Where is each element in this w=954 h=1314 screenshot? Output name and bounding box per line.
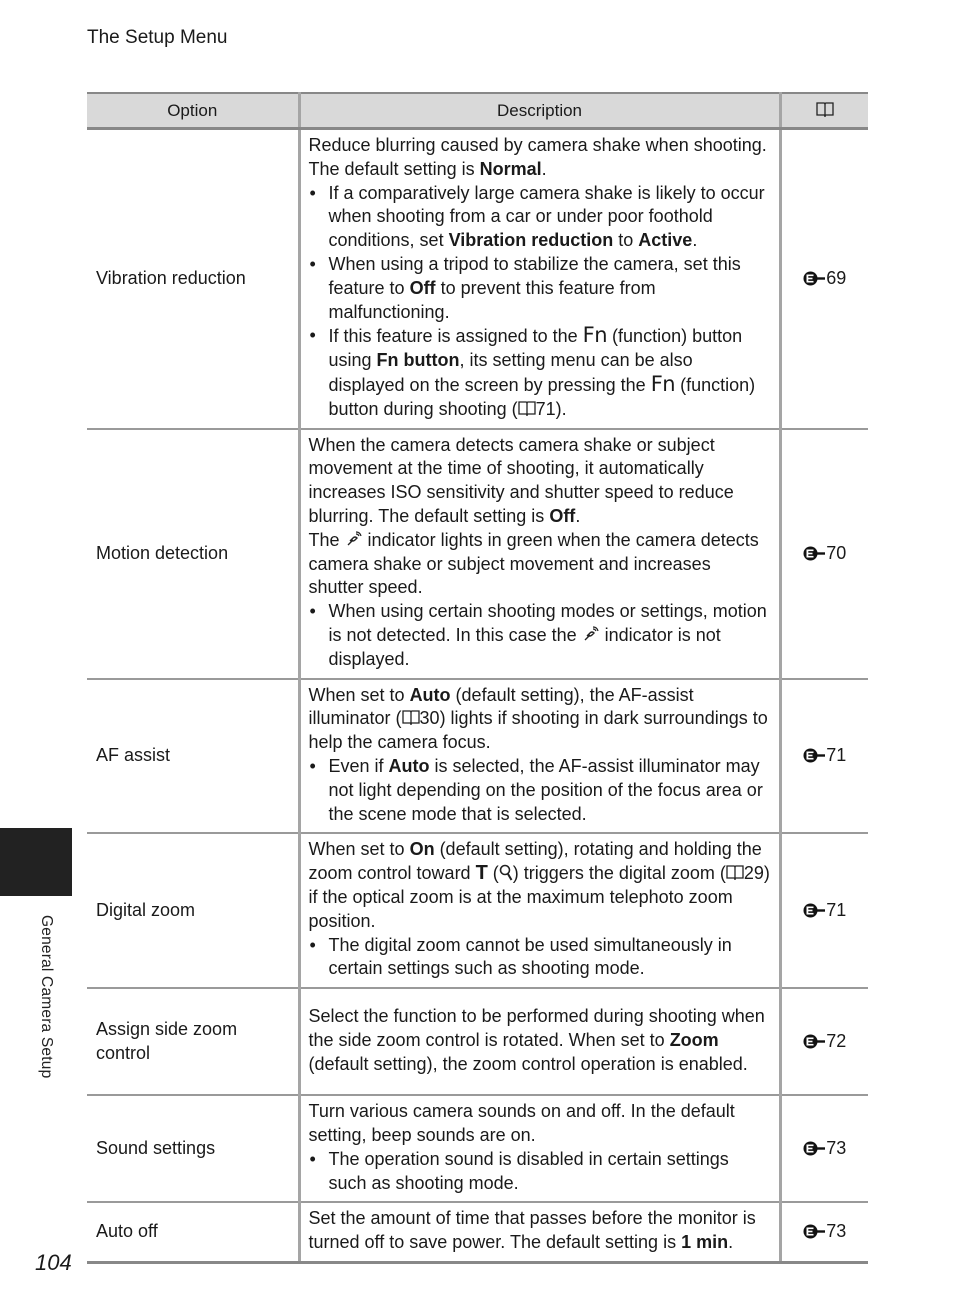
e-reference-icon: [803, 748, 825, 763]
book-reference-icon: [726, 864, 744, 881]
e-reference-icon: [803, 546, 825, 561]
e-reference-icon: [803, 903, 825, 918]
fn-button-symbol: Fn: [582, 323, 608, 348]
column-header-option: Option: [87, 93, 299, 129]
book-reference-icon: [518, 400, 536, 417]
page-header-title: The Setup Menu: [87, 27, 228, 48]
option-name: Vibration reduction: [87, 129, 299, 429]
option-description: Select the function to be performed during shooting when the side zoom control is rotated. When set to Zoom (default setting), the zoom control operation is enabled.: [299, 988, 780, 1095]
zoom-magnifier-icon: [499, 864, 513, 882]
page-reference: 71: [780, 833, 868, 988]
option-name: Assign side zoom control: [87, 988, 299, 1095]
fn-button-symbol: Fn: [650, 371, 676, 396]
section-tab-label: General Camera Setup: [38, 915, 55, 1079]
page-number: 104: [35, 1250, 72, 1275]
table-row: [87, 1095, 868, 1202]
page-reference: 69: [780, 129, 868, 429]
telephoto-t-symbol: T: [475, 862, 488, 885]
section-tab-marker: [0, 828, 72, 896]
option-name: Sound settings: [87, 1095, 299, 1202]
option-description: When set to On (default setting), rotating and holding the zoom control toward T ( ) triggers the digital zoom ( 29) if the optical zoom is at the maximum telephoto zoom position. • The digital zoom cannot be used simultaneously in certain settings such as shooting mode.: [299, 833, 780, 988]
e-reference-icon: [803, 1034, 825, 1049]
e-reference-icon: [803, 1141, 825, 1156]
option-description: Turn various camera sounds on and off. In the default setting, beep sounds are on. • The operation sound is disabled in certain settings such as shooting mode.: [299, 1095, 780, 1202]
option-description: When set to Auto (default setting), the AF-assist illuminator ( 30) lights if shooting in dark surroundings to help the camera focus. • Even if Auto is selected, the AF-assist illuminator may not light depending on the position of the focus area or the scene mode that is selected.: [299, 679, 780, 834]
table-row: [87, 833, 868, 988]
option-name: Motion detection: [87, 429, 299, 679]
table-row: [87, 129, 868, 429]
option-name: AF assist: [87, 679, 299, 834]
table-row: [87, 679, 868, 834]
e-reference-icon: [803, 271, 825, 286]
page-reference: 71: [780, 679, 868, 834]
table-header-row: [87, 93, 868, 129]
column-header-description: Description: [299, 93, 780, 129]
e-reference-icon: [803, 1224, 825, 1239]
page-reference: 70: [780, 429, 868, 679]
table-row: [87, 988, 868, 1095]
page-reference: 73: [780, 1095, 868, 1202]
option-name: Digital zoom: [87, 833, 299, 988]
table-row: [87, 1202, 868, 1262]
table-row: [87, 429, 868, 679]
option-description: Set the amount of time that passes before the monitor is turned off to save power. The default setting is 1 min.: [299, 1202, 780, 1262]
book-reference-icon: [402, 709, 420, 726]
book-reference-icon: [816, 101, 834, 118]
motion-detection-icon: [582, 625, 600, 643]
motion-detection-icon: [345, 530, 363, 548]
option-description: When the camera detects camera shake or subject movement at the time of shooting, it automatically increases ISO sensitivity and shutter speed to reduce blurring. The default setting is Off. The indicator lights in green when the camera detects camera shake or subject movement and increases shutter speed. • When using certain shooting modes or settings, motion is not detected. In this case the indicator is not displayed.: [299, 429, 780, 679]
page-reference: 73: [780, 1202, 868, 1262]
option-description: Reduce blurring caused by camera shake when shooting. The default setting is Normal. • If a comparatively large camera shake is likely to occur when shooting from a car or under poor foothold conditions, set Vibration reduction to Active. • When using a tripod to stabilize the camera, set this feature to Off to prevent this feature from malfunctioning. • If this feature is assigned to the Fn (function) button using Fn button, its setting menu can be also displayed on the screen by pressing the Fn (function) button during shooting ( 71).: [299, 129, 780, 429]
page-reference: 72: [780, 988, 868, 1095]
setup-menu-table: [87, 92, 868, 1264]
column-header-reference: [780, 93, 868, 129]
option-name: Auto off: [87, 1202, 299, 1262]
